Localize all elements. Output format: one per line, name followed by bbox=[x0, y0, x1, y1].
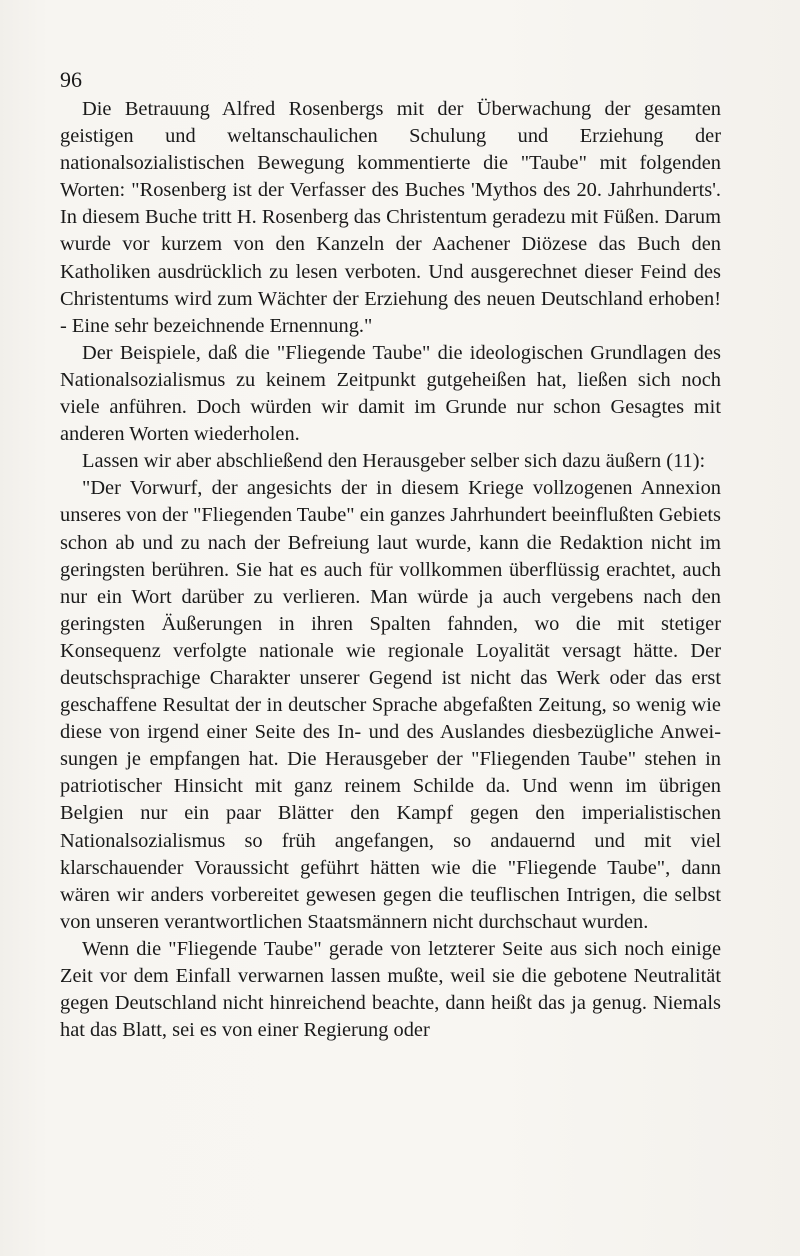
body-text bbox=[60, 96, 721, 1044]
paragraph-2: Der Beispiele, daß die "Fliegende Taube" die ideologischen Grundlagen des Nationalsozialismus zu keinem Zeitpunkt gutgeheißen hat, ließen sich noch viele anführen. Doch würden wir damit im Grunde nur schon Gesagtes mit anderen Worten wiederholen. bbox=[60, 341, 721, 446]
paragraph-5: Wenn die "Fliegende Taube" gerade von letzterer Seite aus sich noch einige Zeit vor dem Einfall verwarnen lassen mußte, weil sie die gebotene Neutralität gegen Deutschland nicht hinreichend beachte, dann heißt das ja genug. Niemals hat das Blatt, sei es von einer Regierung oder bbox=[60, 937, 721, 1042]
paragraph-4: "Der Vorwurf, der angesichts der in diesem Kriege vollzogenen Annexion unseres von der "Fliegenden Taube" ein ganzes Jahrhundert beeinflußten Gebiets schon ab und zu nach der Befreiung laut wurde, kann die Redaktion nicht im geringsten berühren. Sie hat es auch für vollkommen überflüssig erachtet, auch nur ein Wort darüber zu verlieren. Man würde ja auch vergebens nach den geringsten Äußerungen in ihren Spalten fahnden, wo die mit stetiger Konsequenz verfolgte nationale wie regionale Loyalität versagt hätte. Der deutschsprachige Charakter unserer Gegend ist nicht das Werk oder das erst geschaffene Resultat der in deutscher Sprache abgefaßten Zeitung, so wenig wie diese von irgend einer Seite des In- und des Auslandes diesbezügliche Anweisungen je empfangen hat. Die Herausgeber der "Fliegenden Taube" stehen in patriotischer Hinsicht mit ganz reinem Schilde da. Und wenn im übrigen Belgien nur ein paar Blätter den Kampf gegen den imperialistischen Nationalsozialismus so früh angefangen, so andauernd und mit viel klarschauender Voraussicht geführt hätten wie die "Fliegende Taube", dann wären wir anders vorbereitet gewesen gegen die teuflischen Intrigen, die selbst von unseren verantwortlichen Staatsmännern nicht durchschaut wurden. bbox=[60, 477, 721, 933]
paragraph-1: Die Betrauung Alfred Rosenbergs mit der Überwachung der gesamten geistigen und weltanschaulichen Schulung und Erziehung der nationalsozialistischen Bewegung kommentierte die "Taube" mit folgenden Worten: "Rosenberg ist der Verfasser des Buches 'Mythos des 20. Jahrhunderts'. In diesem Buche tritt H. Rosenberg das Christentum geradezu mit Füßen. Darum wurde vor kurzem von den Kanzeln der Aachener Diözese das Buch den Katholiken ausdrücklich zu lesen verboten. Und ausgerechnet dieser Feind des Christentums wird zum Wächter der Erziehung des neuen Deutschland erhoben! - Eine sehr bezeichnende Ernennung." bbox=[60, 98, 721, 337]
page-number: 96 bbox=[60, 67, 82, 92]
paragraph-3: Lassen wir aber abschließend den Herausgeber selber sich dazu äußern (11): bbox=[82, 450, 706, 473]
